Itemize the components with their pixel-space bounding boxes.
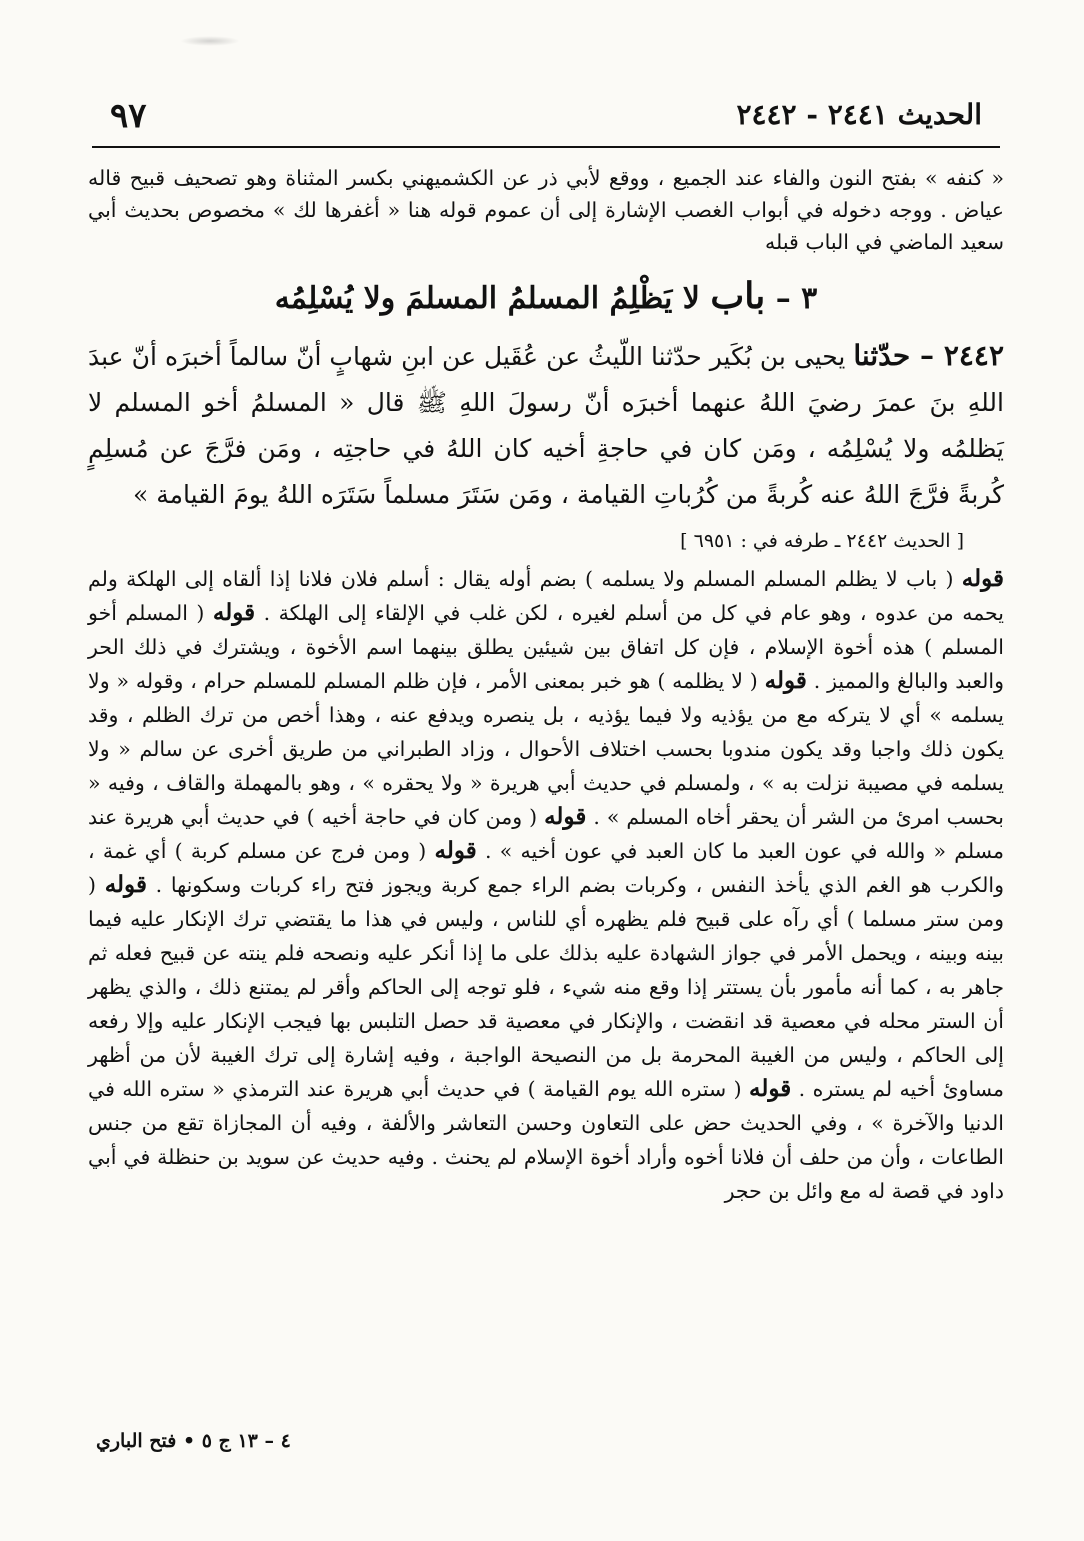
commentary-text: ( ومن فرج عن مسلم كربة ) أي غمة ، والكرب هو الغم الذي يأخذ النفس ، وكربات بضم الراء جمع كربة ويجوز فتح راء كربات وسكونها . — [88, 839, 1004, 897]
commentary-text: ( ومن كان في حاجة أخيه ) في حديث أبي هريرة عند مسلم « والله في عون العبد ما كان العبد في عون أخيه » . — [88, 805, 1004, 863]
hadith-marker: ٢٤٤٢ – حدّثنا — [853, 339, 1004, 372]
commentary-lead: قوله — [212, 599, 256, 626]
cross-reference: [ الحديث ٢٤٤٢ ـ طرفه في : ٦٩٥١ ] — [680, 530, 964, 552]
commentary-text: ( باب لا يظلم المسلم المسلم ولا يسلمه ) بضم أوله يقال : أسلم فلان فلانا إذا ألقاه إلى الهلكة ولم يحمه من عدوه ، وهو عام في كل من أسلم لغيره ، لكن غلب في الإلقاء إلى الهلكة . — [88, 567, 1004, 625]
header-rule — [92, 146, 1000, 148]
commentary-text: ( المسلم أخو المسلم ) هذه أخوة الإسلام ، فإن كل اتفاق بين شيئين يطلق بينهما اسم الأخوة ، ويشترك في ذلك الحر والعبد والبالغ والمميز . — [88, 601, 1004, 693]
page-footer: ٤ – ١٣ ج ٥ • فتح الباري — [96, 1430, 291, 1452]
page-number: ٩٧ — [110, 96, 147, 136]
chapter-number: ٣ – — [775, 281, 818, 316]
running-title: الحديث ٢٤٤١ - ٢٤٤٢ — [736, 98, 982, 131]
commentary-lead: قوله — [961, 565, 1004, 592]
chapter-bab-word: باب — [710, 275, 766, 317]
commentary-lead: قوله — [544, 803, 587, 830]
commentary-text: ( ومن ستر مسلما ) أي رآه على قبيح فلم يظهره أي للناس ، وليس في هذا ما يقتضي ترك الإنكار عليه فيما بينه وبينه ، ويحمل الأمر في جواز الشهادة عليه بذلك على ما إذا أنكر عليه ونصحه فلم ينته عن قبيح فعله ثم جاهر به ، كما أنه مأمور بأن يستتر إذا وقع منه شيء ، فلو توجه إلى الحاكم وأقر لم يمتنع ذلك ، والذي يظهر أن الستر محله في معصية قد انقضت ، والإنكار في معصية قد حصل التلبس بها فيجب الإنكار عليه وإلا رفعه إلى الحاكم ، وليس من الغيبة المحرمة بل من النصيحة الواجبة ، وفيه إشارة إلى ترك الغيبة لأن من أظهر مساوئ أخيه لم يستره . — [88, 873, 1004, 1101]
intro-line-3: في الباب قبله — [765, 230, 883, 254]
intro-line-2: ووجه دخوله في أبواب الغصب الإشارة إلى أن عموم قوله هنا « أغفرها لك » مخصوص بحديث أبي سعيد الماضي — [88, 198, 1004, 254]
commentary — [88, 562, 1004, 1208]
scan-smudge — [180, 36, 240, 46]
chapter-heading — [88, 276, 1004, 319]
intro-paragraph — [88, 162, 1004, 258]
hadith-text — [88, 333, 1004, 518]
commentary-lead: قوله — [749, 1075, 792, 1102]
chapter-title: لا يَظْلِمُ المسلمُ المسلمَ ولا يُسْلِمُه — [274, 281, 700, 316]
page-header — [92, 96, 992, 146]
commentary-lead: قوله — [104, 871, 147, 898]
commentary-lead: قوله — [434, 837, 477, 864]
commentary-text: ( ستره الله يوم القيامة ) في حديث أبي هريرة عند الترمذي « ستره الله في الدنيا والآخرة » ، وفي الحديث حض على التعاون وحسن التعاشر والألفة ، وفيه أن المجازاة تقع من جنس الطاعات ، وأن من حلف أن فلانا أخوه وأراد أخوة الإسلام لم يحنث . وفيه حديث عن سويد بن حنظلة في أبي داود في قصة له مع وائل بن حجر — [88, 1077, 1004, 1203]
hadith-body: يحيى بن بُكَير حدّثنا اللّيثُ عن عُقَيل عن ابنِ شهابٍ أنّ سالماً أخبرَه أنّ عبدَ اللهِ بنَ عمرَ رضيَ اللهُ عنهما أخبرَه أنّ رسولَ اللهِ ﷺ قال « المسلمُ أخو المسلم لا يَظلمُه ولا يُسْلِمُه ، ومَن كان في حاجةِ أخيه كان اللهُ في حاجتِه ، ومَن فرَّجَ عن مُسلِمٍ كُربةً فرَّجَ اللهُ عنه كُربةً من كُرُباتِ القيامة ، ومَن سَتَرَ مسلماً سَتَرَه اللهُ يومَ القيامة » — [88, 342, 1004, 509]
intro-line-1: « كنفه » بفتح النون والفاء عند الجميع ، ووقع لأبي ذر عن الكشميهني بكسر المثناة وهو تصحيف قبيح قاله عياض . — [88, 166, 1004, 222]
commentary-lead: قوله — [764, 667, 807, 694]
commentary-text: ( لا يظلمه ) هو خبر بمعنى الأمر ، فإن ظلم المسلم للمسلم حرام ، وقوله « ولا يسلمه » أي لا يتركه مع من يؤذيه ولا فيما يؤذيه ، بل ينصره ويدفع عنه ، وهذا أخص من ترك الظلم ، وقد يكون ذلك واجبا وقد يكون مندوبا بحسب اختلاف الأحوال ، وزاد الطبراني من طريق أخرى عن سالم « ولا يسلمه في مصيبة نزلت به » ، ولمسلم في حديث أبي هريرة « ولا يحقره » ، وهو بالمهملة والقاف ، وفيه « بحسب امرئ من الشر أن يحقر أخاه المسلم » . — [88, 669, 1004, 829]
page-body — [88, 162, 1004, 1208]
